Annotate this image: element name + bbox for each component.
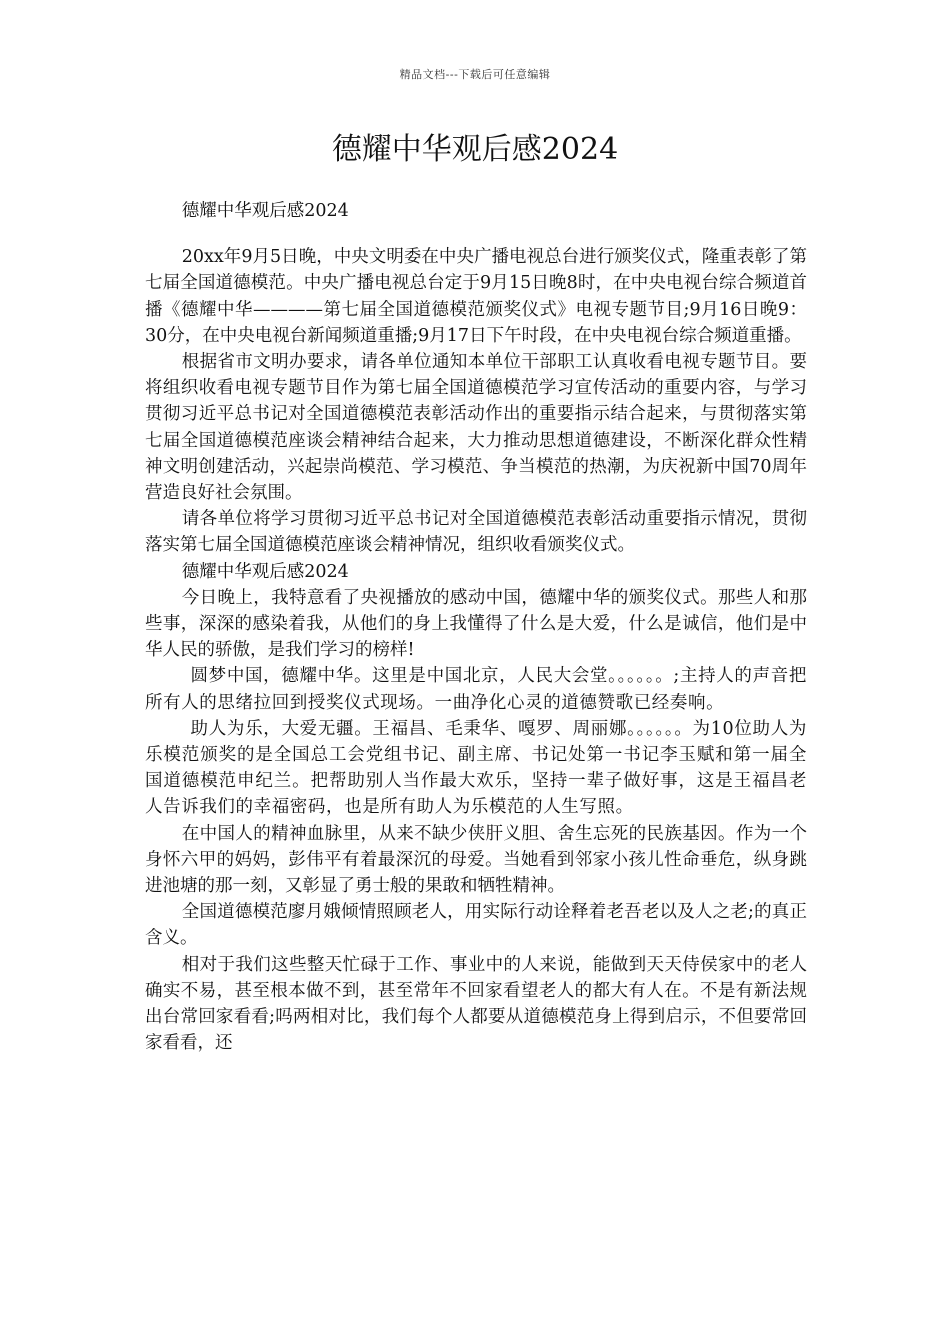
paragraph: 今日晚上，我特意看了央视播放的感动中国，德耀中华的颁奖仪式。那些人和那些事，深深的感染着我，从他们的身上我懂得了什么是大爱，什么是诚信，他们是中华人民的骄傲，是我们学习的榜样! <box>145 587 807 661</box>
paragraph: 请各单位将学习贯彻习近平总书记对全国道德模范表彰活动重要指示情况，贯彻落实第七届全国道德模范座谈会精神情况，组织收看颁奖仪式。 <box>145 509 807 556</box>
paragraph: 相对于我们这些整天忙碌于工作、事业中的人来说，能做到天天侍侯家中的老人确实不易，甚至根本做不到，甚至常年不回家看望老人的都大有人在。不是有新法规出台常回家看看;吗两相对比，我们每个人都要从道德模范身上得到启示，不但要常回家看看，还 <box>145 954 807 1054</box>
paragraph: 根据省市文明办要求，请各单位通知本单位干部职工认真收看电视专题节目。要将组织收看电视专题节目作为第七届全国道德模范学习宣传活动的重要内容，与学习贯彻习近平总书记对全国道德模范表彰活动作出的重要指示结合起来，与贯彻落实第七届全国道德模范座谈会精神结合起来，大力推动思想道德建设，不断深化群众性精神文明创建活动，兴起崇尚模范、学习模范、争当模范的热潮，为庆祝新中国70周年营造良好社会氛围。 <box>145 352 807 504</box>
document-body <box>145 198 807 1057</box>
document-title: 德耀中华观后感2024 <box>331 132 619 167</box>
section-heading: 德耀中华观后感2024 <box>181 561 349 582</box>
header-note: 精品文档---下载后可任意编辑 <box>399 68 551 81</box>
paragraph: 圆梦中国，德耀中华。这里是中国北京，人民大会堂。。。。。。;主持人的声音把所有人的思绪拉回到授奖仪式现场。一曲净化心灵的道德赞歌已经奏响。 <box>145 666 807 713</box>
paragraph: 20xx年9月5日晚，中央文明委在中央广播电视总台进行颁奖仪式，隆重表彰了第七届全国道德模范。中央广播电视总台定于9月15日晚8时，在中央电视台综合频道首播《德耀中华————第七届全国道德模范颁奖仪式》电视专题节目;9月16日晚9：30分，在中央电视台新闻频道重播;9月17日下午时段，在中央电视台综合频道重播。 <box>145 247 807 346</box>
document-subtitle: 德耀中华观后感2024 <box>181 201 349 221</box>
paragraph: 全国道德模范廖月娥倾情照顾老人，用实际行动诠释着老吾老以及人之老;的真正含义。 <box>145 902 807 949</box>
paragraph: 助人为乐，大爱无疆。王福昌、毛秉华、嘎罗、周丽娜。。。。。。为10位助人为乐模范颁奖的是全国总工会党组书记、副主席、书记处第一书记李玉赋和第一届全国道德模范申纪兰。把帮助别人当作最大欢乐，坚持一辈子做好事，这是王福昌老人告诉我们的幸福密码，也是所有助人为乐模范的人生写照。 <box>145 718 807 818</box>
paragraph: 在中国人的精神血脉里，从来不缺少侠肝义胆、舍生忘死的民族基因。作为一个身怀六甲的妈妈，彭伟平有着最深沉的母爱。当她看到邻家小孩儿性命垂危，纵身跳进池塘的那一刻，又彰显了勇士般的果敢和牺牲精神。 <box>145 823 807 897</box>
